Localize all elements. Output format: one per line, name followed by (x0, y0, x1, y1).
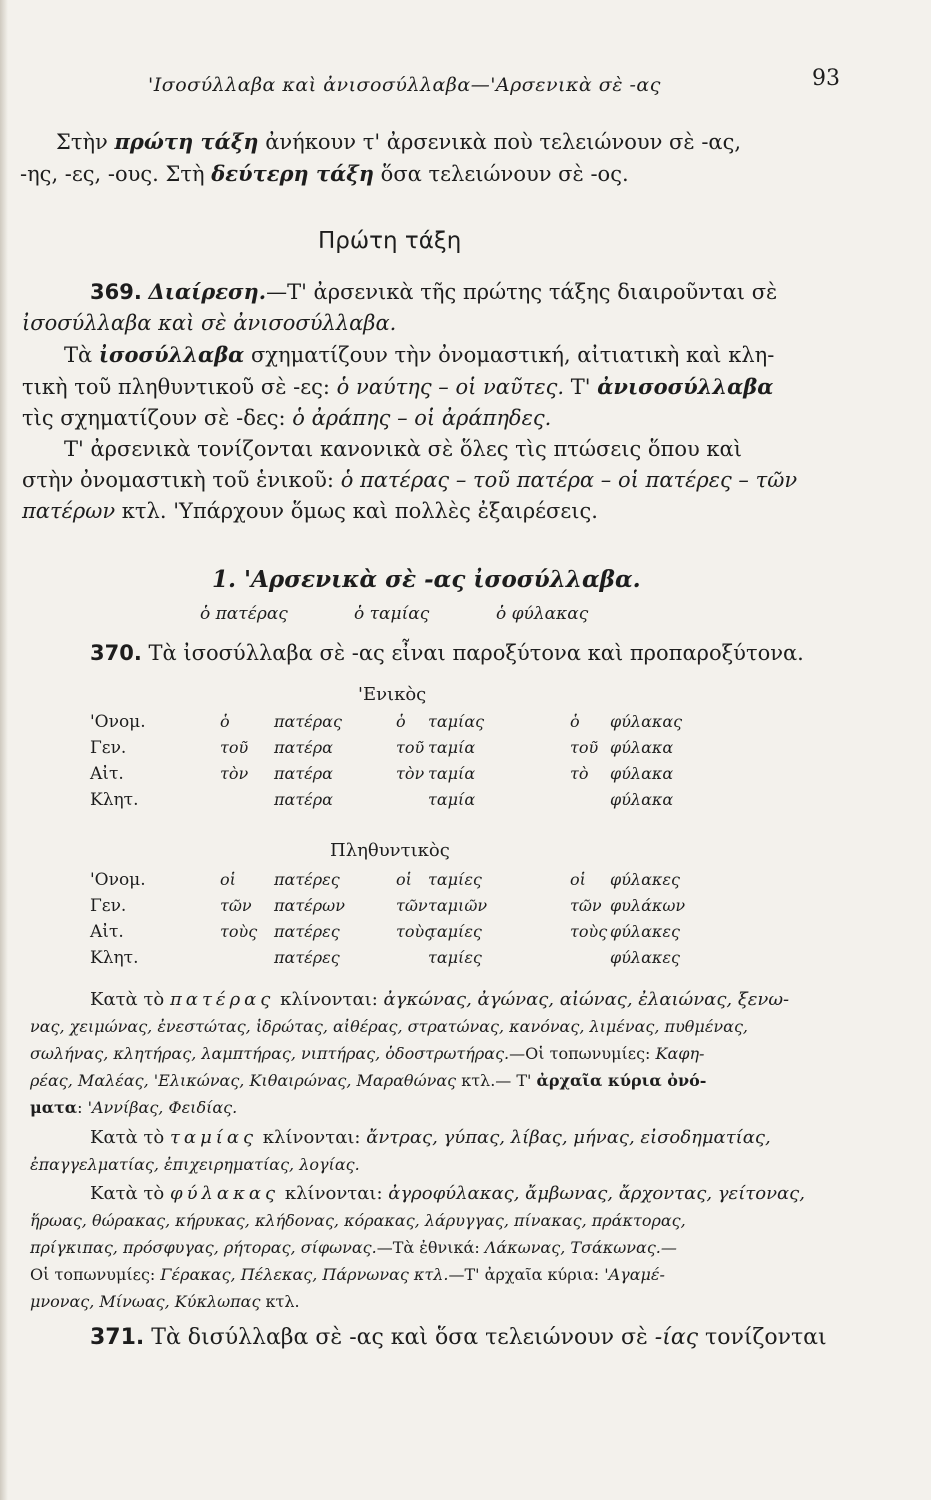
article-cell: τοῦ (220, 738, 249, 757)
article-cell: οἱ (220, 870, 236, 889)
case-label: 'Ονομ. (90, 870, 146, 890)
word-list: ρέας, Μαλέας, 'Ελικώνας, Κιθαιρώνας, Μαραθώνας (30, 1071, 457, 1090)
section-369 (20, 276, 900, 527)
noun-form-cell: φύλακα (610, 790, 674, 809)
page-spine-shadow (0, 0, 8, 1500)
article-cell: τοὺς (570, 922, 608, 941)
article-cell: ὁ (220, 712, 230, 731)
spaced-word: φύλακας (169, 1183, 280, 1204)
emphasis: ματα (30, 1098, 78, 1117)
noun-form-cell: ταμία (428, 764, 476, 783)
noun-form-cell: φύλακες (610, 948, 680, 967)
fylaka-line-2: ἥρωας, θώρακας, κήρυκας, κλήδονας, κόρακας, λάρυγγας, πίνακας, πράκτορας, (30, 1211, 686, 1230)
text: : (77, 1098, 88, 1117)
text: —Τ' ἀρχαῖα κύρια: (448, 1265, 605, 1284)
class-heading: Πρώτη τάξη (318, 228, 462, 254)
sec369-p3-line-1: Τ' ἀρσενικὰ τονίζονται κανονικὰ σὲ ὅλες τὶς πτώσεις ὅπου καὶ (64, 437, 742, 461)
article-cell: τοῦ (570, 738, 599, 757)
article-cell: ὁ (396, 712, 406, 731)
emphasis: ἀνισοσύλλαβα (597, 374, 774, 399)
text: κλίνονται: (274, 989, 384, 1010)
example-word-3: ὁ φύλακας (496, 604, 589, 624)
emphasis: ἀρχαῖα κύρια ὀνό- (536, 1071, 707, 1090)
text: ὅσα τελειώνουν σὲ -ος. (374, 162, 629, 186)
text: κλίνονται: (257, 1127, 367, 1148)
noun-form-cell: πατέρας (274, 712, 342, 731)
noun-form-cell: ταμία (428, 738, 476, 757)
example: ὁ ἀράπης – οἱ ἀράπηδες. (292, 406, 552, 430)
article-cell: οἱ (570, 870, 586, 889)
sec369-p2-line-3 (20, 403, 900, 434)
singular-caption: 'Ενικὸς (358, 684, 427, 705)
text: Οἱ τοπωνυμίες: (30, 1265, 161, 1284)
word-list: Γέρακας, Πέλεκας, Πάρνωνας κτλ. (160, 1265, 449, 1284)
text: Τὰ δισύλλαβα σὲ -ας καὶ ὅσα τελειώνουν σὲ (151, 1325, 655, 1350)
spaced-word: πατέρας (169, 989, 275, 1010)
patera-line-2: νας, χειμώνας, ἐνεστώτας, ἱδρώτας, αἰθέρας, στρατώνας, κανόνας, λιμένας, πυθμένας, (30, 1017, 748, 1036)
noun-form-cell: πατέρα (274, 764, 333, 783)
text: Τ' (564, 375, 598, 399)
text: Στὴν (56, 130, 115, 154)
subsection-title: 1. 'Αρσενικὰ σὲ -ας ἰσοσύλλαβα. (212, 566, 641, 593)
word-list: σωλήνας, κλητήρας, λαμπτήρας, νιπτήρας, ὁδοστρωτήρας. (30, 1044, 510, 1063)
intro-paragraph (20, 126, 931, 190)
noun-form-cell: ταμίες (428, 948, 482, 967)
plural-caption: Πληθυντικὸς (330, 840, 450, 861)
fylaka-line-1 (30, 1180, 910, 1207)
section-number: 371. (90, 1325, 145, 1350)
emphasis: ἰσοσύλλαβα (98, 342, 245, 367)
emphasis: -ίας (654, 1325, 699, 1350)
case-label: Αἰτ. (90, 764, 124, 784)
emphasis: δεύτερη τάξη (211, 161, 374, 186)
case-label: Γεν. (90, 896, 127, 916)
example: ὁ ναύτης – οἱ ναῦτες. (336, 375, 565, 399)
text: τὶς σχηματίζουν σὲ -δες: (22, 406, 293, 430)
noun-form-cell: ταμία (428, 790, 476, 809)
case-label: 'Ονομ. (90, 712, 146, 732)
article-cell: τῶν (220, 896, 252, 915)
section-370 (90, 638, 931, 669)
spaced-word: ταμίας (169, 1127, 258, 1148)
noun-form-cell: πατέρες (274, 870, 340, 889)
word-list: μνονας, Μίνωας, Κύκλωπας (30, 1292, 261, 1311)
word-list: ἄντρας, γύπας, λίβας, μήνας, εἰσοδηματίας, (366, 1127, 771, 1148)
word-list: 'Αγαμέ- (604, 1265, 665, 1284)
text: Τὰ (64, 343, 99, 367)
sec369-p3-line-3 (20, 496, 900, 527)
case-label: Αἰτ. (90, 922, 124, 942)
tamia-paragraph (30, 1124, 910, 1178)
article-cell: τὸν (220, 764, 249, 783)
text: κτλ.— Τ' (456, 1071, 537, 1090)
section-title: Διαίρεση. (148, 279, 267, 304)
noun-form-cell: φύλακας (610, 712, 683, 731)
word-list: πρίγκιπας, πρόσφυγας, ρήτορας, σίφωνας. (30, 1238, 377, 1257)
word-list: Καφη- (655, 1044, 705, 1063)
fylaka-line-5 (30, 1288, 910, 1315)
text: Κατὰ τὸ (90, 989, 170, 1010)
text: —Οἱ τοπωνυμίες: (509, 1044, 656, 1063)
section-number: 370. (90, 641, 142, 665)
text: Κατὰ τὸ (90, 1127, 170, 1148)
article-cell: τοὺς (396, 922, 434, 941)
text: κλίνονται: (279, 1183, 389, 1204)
fylaka-line-4 (30, 1261, 910, 1288)
text: κτλ. (260, 1292, 300, 1311)
patera-line-3 (30, 1040, 910, 1067)
noun-form-cell: ταμίες (428, 922, 482, 941)
noun-form-cell: φύλακα (610, 738, 674, 757)
noun-form-cell: πατέρα (274, 738, 333, 757)
case-label: Κλητ. (90, 790, 139, 810)
text: -ης, -ες, -ους. Στὴ (20, 162, 212, 186)
patera-line-4 (30, 1067, 910, 1094)
noun-form-cell: φύλακες (610, 870, 680, 889)
fylaka-paragraph (30, 1180, 910, 1315)
text: κτλ. 'Υπάρχουν ὅμως καὶ πολλὲς ἐξαιρέσεις. (115, 499, 598, 523)
text: σχηματίζουν τὴν ὀνομαστική, αἰτιατικὴ καὶ κλη- (244, 343, 775, 367)
word-list: Λάκωνας, Τσάκωνας.— (484, 1238, 677, 1257)
text: τικὴ τοῦ πληθυντικοῦ σὲ -ες: (22, 375, 337, 399)
text: Τὰ ἰσοσύλλαβα σὲ -ας εἶναι παροξύτονα καὶ προπαροξύτονα. (148, 641, 804, 665)
article-cell: τοὺς (220, 922, 258, 941)
word-list: ἀγκώνας, ἀγώνας, αἰώνας, ἐλαιώνας, ξενω- (383, 989, 790, 1010)
text: —Τὰ ἐθνικά: (376, 1238, 485, 1257)
patera-line-1 (30, 986, 910, 1013)
noun-form-cell: ταμίες (428, 870, 482, 889)
section-number: 369. (90, 280, 142, 304)
patera-paragraph (30, 986, 910, 1121)
article-cell: τοῦ (396, 738, 425, 757)
sec369-p2-line-1 (20, 339, 900, 371)
word-list: ἀγροφύλακας, ἄμβωνας, ἄρχοντας, γείτονας, (388, 1183, 805, 1204)
text: —Τ' ἀρσενικὰ τῆς πρώτης τάξης διαιροῦνται σὲ (266, 280, 778, 304)
case-label: Κλητ. (90, 948, 139, 968)
noun-form-cell: πατέρες (274, 922, 340, 941)
text: ἀνήκουν τ' ἀρσενικὰ ποὺ τελειώνουν σὲ -ας, (258, 130, 742, 154)
noun-form-cell: φυλάκων (610, 896, 686, 915)
example: πατέρων (22, 499, 116, 523)
sec369-line-2: ἰσοσύλλαβα καὶ σὲ ἀνισοσύλλαβα. (22, 311, 397, 335)
article-cell: ὁ (570, 712, 580, 731)
noun-form-cell: πατέρα (274, 790, 333, 809)
case-label: Γεν. (90, 738, 127, 758)
intro-line-2 (20, 158, 931, 190)
word-list: 'Αννίβας, Φειδίας. (87, 1098, 238, 1117)
article-cell: τὸν (396, 764, 425, 783)
text: Κατὰ τὸ (90, 1183, 170, 1204)
running-title: 'Ισοσύλλαβα καὶ ἀνισοσύλλαβα—'Αρσενικὰ σὲ -ας (148, 74, 661, 96)
noun-form-cell: πατέρων (274, 896, 345, 915)
sec369-p2-line-2 (20, 371, 900, 403)
sec370-line (90, 638, 931, 669)
article-cell: οἱ (396, 870, 412, 889)
example-word-2: ὁ ταμίας (354, 604, 430, 624)
sec371-line (90, 1322, 931, 1353)
patera-line-5 (30, 1094, 910, 1121)
noun-form-cell: φύλακες (610, 922, 680, 941)
article-cell: τῶν (570, 896, 602, 915)
tamia-line-2: ἐπαγγελματίας, ἐπιχειρηματίας, λογίας. (30, 1155, 360, 1174)
sec369-line-1 (20, 276, 900, 308)
text: τονίζονται (698, 1325, 827, 1350)
fylaka-line-3 (30, 1234, 910, 1261)
page-number: 93 (812, 66, 840, 91)
text: στὴν ὀνομαστικὴ τοῦ ἑνικοῦ: (22, 468, 341, 492)
example: ὁ πατέρας – τοῦ πατέρα – οἱ πατέρες – τῶν (340, 468, 798, 492)
section-371 (90, 1322, 931, 1353)
article-cell: τὸ (570, 764, 589, 783)
example-word-1: ὁ πατέρας (200, 604, 288, 624)
emphasis: πρώτη τάξη (114, 129, 259, 154)
noun-form-cell: φύλακα (610, 764, 674, 783)
intro-line-1 (56, 126, 931, 158)
tamia-line-1 (30, 1124, 910, 1151)
noun-form-cell: πατέρες (274, 948, 340, 967)
article-cell: τῶν (396, 896, 428, 915)
sec369-p3-line-2 (20, 465, 900, 496)
noun-form-cell: ταμίας (428, 712, 485, 731)
noun-form-cell: ταμιῶν (428, 896, 488, 915)
